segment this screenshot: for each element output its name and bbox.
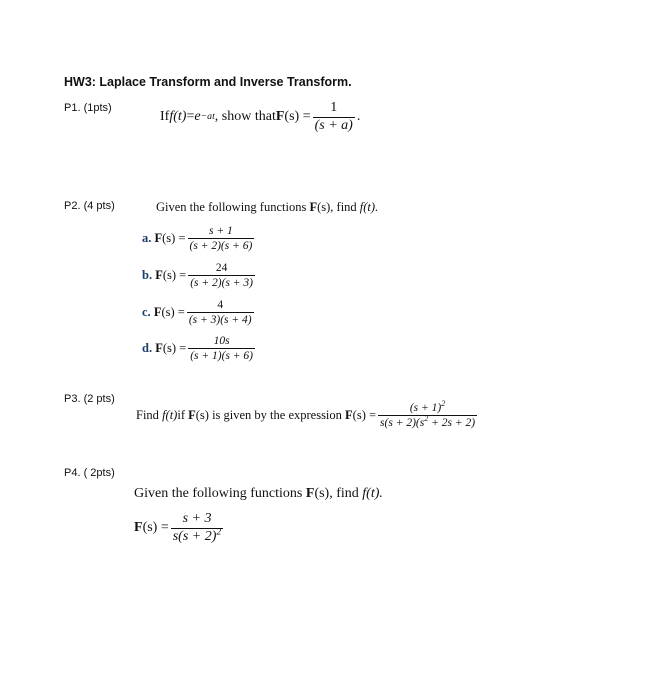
p3-text-find: Find — [136, 408, 159, 423]
p3-expr-arg: (s) = — [352, 408, 377, 423]
p1-F: F — [275, 109, 285, 125]
p2-item-b — [142, 262, 257, 289]
p2-item-letter: d. — [142, 341, 153, 356]
p3-label: P3. (2 pts) — [64, 393, 115, 405]
p4-fraction — [171, 512, 224, 544]
p4-intro-s: (s), find — [314, 486, 363, 501]
p2-item-fraction — [187, 299, 254, 326]
p2-item-letter: c. — [142, 305, 151, 320]
p3-statement — [136, 399, 479, 430]
p3-expr-F: F — [345, 408, 353, 423]
p3-den-a: s(s + 2)(s — [380, 417, 425, 430]
p3-num-base: (s + 1) — [409, 402, 442, 414]
p2-item-numerator: 10s — [213, 335, 230, 347]
p3-den-exp: 2 — [424, 414, 429, 424]
p4-intro-f: f(t). — [362, 486, 383, 501]
p3-denominator — [378, 415, 477, 429]
p2-item-letter: a. — [142, 231, 152, 246]
p1-F-arg: (s) = — [284, 109, 311, 125]
p2-item-numerator: 4 — [217, 299, 224, 311]
p1-equals: = — [186, 109, 195, 125]
p4-intro — [134, 486, 383, 502]
p2-item-F: F — [155, 268, 163, 283]
p2-item-d — [142, 335, 257, 362]
p2-label: P2. (4 pts) — [64, 200, 115, 212]
p2-item-a — [142, 225, 256, 252]
p4-arg: (s) = — [142, 520, 169, 536]
p4-numerator: s + 3 — [182, 511, 212, 526]
p1-numerator: 1 — [330, 100, 338, 115]
p3-text-f: f(t) — [162, 408, 178, 423]
p2-item-arg: (s) = — [162, 341, 187, 356]
p1-denominator: (s + a) — [314, 117, 353, 133]
p1-show-text: , show that — [214, 109, 276, 125]
p4-equation — [134, 512, 225, 544]
p1-if-text: If — [160, 109, 170, 125]
p2-item-letter: b. — [142, 268, 153, 283]
p3-text-rest: (s) is given by the expression — [195, 408, 342, 423]
p3-text-F: F — [188, 408, 196, 423]
p2-item-arg: (s) = — [162, 231, 186, 246]
p2-intro-s: (s), find — [317, 200, 360, 214]
p2-item-numerator: s + 1 — [209, 225, 233, 237]
p4-denominator — [171, 528, 224, 545]
p2-item-denominator: (s + 1)(s + 6) — [190, 350, 254, 363]
p2-item-fraction — [188, 262, 255, 289]
page-title: HW3: Laplace Transform and Inverse Transform. — [64, 75, 352, 89]
p2-item-F: F — [153, 305, 162, 320]
p2-item-F: F — [154, 231, 163, 246]
p2-intro-f: f(t). — [359, 200, 379, 214]
p2-item-F: F — [155, 341, 163, 356]
p2-item-c — [142, 299, 256, 326]
p4-den-exp: 2 — [216, 526, 222, 538]
p3-text-if: if — [177, 408, 185, 423]
p1-equation: If f(t) = e −at , show that F (s) = $\frac{1}{(s + a)}$ . — [160, 100, 361, 133]
p2-item-arg: (s) = — [162, 268, 187, 283]
p1-e: e — [194, 109, 201, 125]
p3-numerator — [408, 399, 447, 415]
p2-item-fraction — [188, 225, 255, 252]
p4-label: P4. ( 2pts) — [64, 467, 115, 479]
p2-item-fraction — [188, 335, 255, 362]
p3-num-exp: 2 — [441, 399, 446, 409]
p1-label: P1. (1pts) — [64, 102, 112, 114]
p2-item-arg: (s) = — [161, 305, 185, 320]
p2-item-denominator: (s + 2)(s + 6) — [189, 240, 253, 253]
p3-den-b: + 2s + 2) — [428, 417, 476, 430]
p1-period: . — [356, 109, 361, 125]
p4-intro-text: Given the following functions — [134, 486, 306, 501]
p4-F: F — [134, 520, 143, 536]
p2-item-numerator: 24 — [215, 262, 228, 274]
p2-item-denominator: (s + 3)(s + 4) — [188, 314, 252, 327]
p4-den-base: s(s + 2) — [172, 528, 217, 544]
p2-item-denominator: (s + 2)(s + 3) — [190, 277, 254, 290]
p1-f-of-t: f(t) — [169, 109, 187, 125]
p2-intro-text: Given the following functions — [156, 200, 310, 214]
p2-intro-F: F — [309, 200, 318, 214]
p2-intro — [156, 200, 378, 215]
p3-fraction — [378, 399, 477, 430]
p4-intro-F: F — [305, 486, 315, 501]
p1-fraction — [313, 101, 355, 133]
